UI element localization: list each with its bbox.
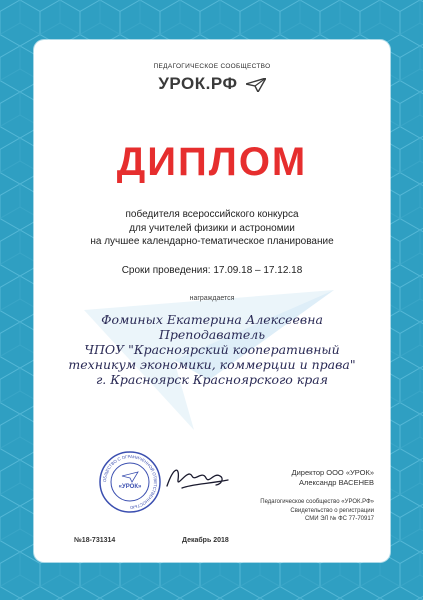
contest-description xyxy=(34,208,390,249)
signer-block xyxy=(224,468,374,488)
contest-dates: Сроки проведения: 17.09.18 – 17.12.18 xyxy=(121,265,303,276)
stamp-seal xyxy=(98,450,162,514)
seal-center-text: «УРОК» xyxy=(118,484,142,490)
org-subtitle: ПЕДАГОГИЧЕСКОЕ СООБЩЕСТВО xyxy=(153,63,271,70)
registry-info xyxy=(204,498,374,524)
signature xyxy=(162,458,232,498)
description-line: на лучшее календарно-тематическое планирование xyxy=(90,236,334,247)
recipient-city: г. Красноярск Красноярского края xyxy=(95,372,329,387)
awarded-label: награждается xyxy=(189,295,235,302)
registry-line: Педагогическое сообщество «УРОК.РФ» xyxy=(260,499,374,505)
signer-name: Александр ВАСЕНЕВ xyxy=(298,478,374,487)
svg-text:ОБЩЕСТВО С ОГРАНИЧЕННОЙ ОТВЕТС xyxy=(102,454,158,510)
logo-text: УРОК.РФ xyxy=(158,74,238,93)
recipient-info xyxy=(34,312,390,387)
registry-line: СМИ ЭЛ № ФС 77-70917 xyxy=(305,516,374,522)
paper-plane-icon xyxy=(246,78,266,92)
diploma-number: №18-731314 xyxy=(74,537,116,544)
recipient-org: ЧПОУ "Красноярский кооперативный xyxy=(84,342,340,357)
registry-line: Свидетельство о регистрации xyxy=(290,507,374,514)
logo xyxy=(34,74,390,94)
seal-ring-text: ОБЩЕСТВО С ОГРАНИЧЕННОЙ ОТВЕТСТВЕННОСТЬЮ xyxy=(101,453,159,511)
diploma-card xyxy=(34,40,390,562)
signer-position: Директор ООО «УРОК» xyxy=(291,468,374,477)
recipient-org-cont: техникум экономики, коммерции и права" xyxy=(68,357,356,372)
description-line: победителя всероссийского конкурса xyxy=(125,209,299,220)
issue-date: Декабрь 2018 xyxy=(182,537,229,544)
recipient-position: Преподаватель xyxy=(159,327,265,342)
diploma-title: ДИПЛОМ xyxy=(116,140,308,184)
description-line: для учителей физики и астрономии xyxy=(129,222,295,234)
recipient-name: Фоминых Екатерина Алексеевна xyxy=(101,312,323,327)
